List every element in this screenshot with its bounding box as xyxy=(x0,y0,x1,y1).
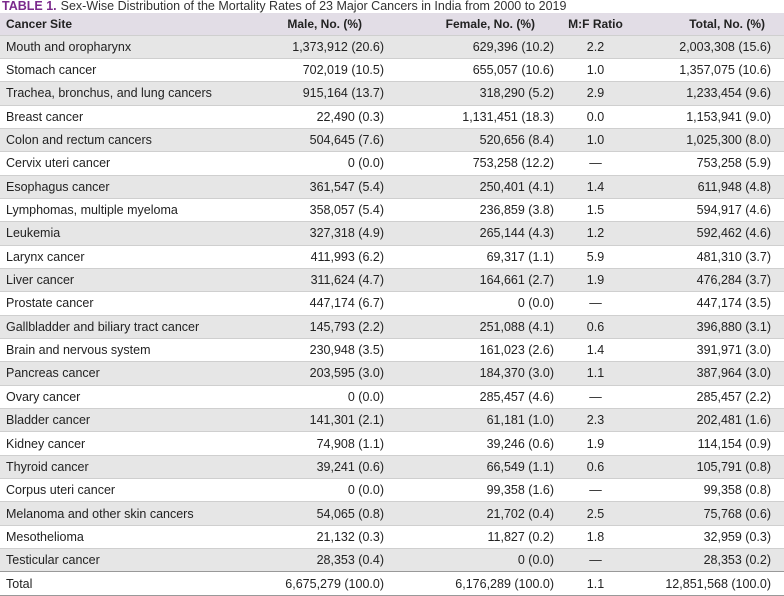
table-row xyxy=(0,58,784,81)
cell-female: 6,176,289 (100.0) xyxy=(455,576,554,591)
cell-mf-ratio: — xyxy=(589,553,602,568)
cell-female: 99,358 (1.6) xyxy=(486,483,554,498)
header-row xyxy=(0,13,784,35)
cell-female: 164,661 (2.7) xyxy=(479,273,554,288)
cell-cancer-site: Breast cancer xyxy=(6,109,84,124)
cell-female: 655,057 (10.6) xyxy=(472,63,554,78)
header-male: Male, No. (%) xyxy=(287,16,362,31)
cell-cancer-site: Larynx cancer xyxy=(6,249,85,264)
cell-cancer-site: Ovary cancer xyxy=(6,389,81,404)
cell-mf-ratio: 1.2 xyxy=(586,226,605,241)
cell-cancer-site: Corpus uteri cancer xyxy=(6,483,116,498)
table-row xyxy=(0,432,784,455)
cell-cancer-site: Melanoma and other skin cancers xyxy=(6,506,194,521)
table-row xyxy=(0,525,784,548)
cell-male: 1,373,912 (20.6) xyxy=(292,39,384,54)
table-row xyxy=(0,35,784,58)
cell-mf-ratio: 1.4 xyxy=(586,179,605,194)
cell-mf-ratio: 2.9 xyxy=(586,86,605,101)
cell-female: 629,396 (10.2) xyxy=(472,39,554,54)
cell-male: 0 (0.0) xyxy=(347,483,384,498)
table-row xyxy=(0,455,784,478)
cell-mf-ratio: 5.9 xyxy=(586,249,605,264)
cell-mf-ratio: 1.0 xyxy=(586,63,605,78)
cell-cancer-site: Thyroid cancer xyxy=(6,459,89,474)
cell-female: 161,023 (2.6) xyxy=(479,343,554,358)
cell-male: 358,057 (5.4) xyxy=(309,203,384,218)
table-row xyxy=(0,268,784,291)
table-row xyxy=(0,315,784,338)
cell-female: 39,246 (0.6) xyxy=(486,436,554,451)
cell-total: 114,154 (0.9) xyxy=(697,436,771,451)
cell-female: 0 (0.0) xyxy=(517,553,554,568)
cell-male: 504,645 (7.6) xyxy=(309,133,384,148)
cell-total: 2,003,308 (15.6) xyxy=(679,39,771,54)
cell-male: 6,675,279 (100.0) xyxy=(285,576,384,591)
cell-female: 251,088 (4.1) xyxy=(479,319,554,334)
header-cancer-site: Cancer Site xyxy=(6,16,73,31)
table-row xyxy=(0,385,784,408)
cell-mf-ratio: 1.4 xyxy=(586,343,605,358)
cell-mf-ratio: — xyxy=(589,483,602,498)
cell-cancer-site: Testicular cancer xyxy=(6,553,100,568)
cell-total: 387,964 (3.0) xyxy=(696,366,771,381)
cell-cancer-site: Liver cancer xyxy=(6,273,75,288)
cell-total: 32,959 (0.3) xyxy=(703,529,771,544)
cell-female: 236,859 (3.8) xyxy=(479,203,554,218)
table-row xyxy=(0,549,784,572)
cell-mf-ratio: 1.5 xyxy=(586,203,605,218)
table-row xyxy=(0,152,784,175)
cell-male: 311,624 (4.7) xyxy=(310,273,384,288)
cell-male: 0 (0.0) xyxy=(347,156,384,171)
cell-total: 592,462 (4.6) xyxy=(696,226,771,241)
cell-female: 69,317 (1.1) xyxy=(486,249,554,264)
cell-male: 21,132 (0.3) xyxy=(316,529,384,544)
cell-male: 327,318 (4.9) xyxy=(309,226,384,241)
cell-mf-ratio: 0.6 xyxy=(586,319,605,334)
table-row xyxy=(0,362,784,385)
cell-male: 145,793 (2.2) xyxy=(309,319,384,334)
cell-male: 361,547 (5.4) xyxy=(309,179,384,194)
cell-total: 396,880 (3.1) xyxy=(696,319,771,334)
cell-female: 11,827 (0.2) xyxy=(487,529,554,544)
cell-male: 22,490 (0.3) xyxy=(316,109,384,124)
cell-total: 1,357,075 (10.6) xyxy=(679,63,771,78)
table-label: TABLE 1. xyxy=(2,0,57,13)
cell-female: 61,181 (1.0) xyxy=(486,413,554,428)
table-row xyxy=(0,222,784,245)
mortality-table xyxy=(0,13,784,596)
cell-cancer-site: Total xyxy=(6,576,33,591)
table-row xyxy=(0,338,784,361)
cell-mf-ratio: — xyxy=(589,296,602,311)
cell-total: 202,481 (1.6) xyxy=(696,413,771,428)
cell-mf-ratio: 1.9 xyxy=(586,273,605,288)
cell-cancer-site: Pancreas cancer xyxy=(6,366,100,381)
table-caption xyxy=(0,0,784,13)
cell-total: 481,310 (3.7) xyxy=(696,249,771,264)
cell-total: 28,353 (0.2) xyxy=(703,553,771,568)
cell-male: 54,065 (0.8) xyxy=(316,506,384,521)
cell-total: 611,948 (4.8) xyxy=(697,179,771,194)
cell-total: 1,153,941 (9.0) xyxy=(686,109,771,124)
header-female: Female, No. (%) xyxy=(445,16,535,31)
cell-male: 447,174 (6.7) xyxy=(309,296,384,311)
cell-total: 99,358 (0.8) xyxy=(703,483,771,498)
cell-female: 0 (0.0) xyxy=(517,296,554,311)
cell-female: 520,656 (8.4) xyxy=(479,133,554,148)
cell-male: 915,164 (13.7) xyxy=(302,86,384,101)
cell-female: 1,131,451 (18.3) xyxy=(462,109,554,124)
cell-male: 0 (0.0) xyxy=(347,389,384,404)
cell-total: 447,174 (3.5) xyxy=(696,296,771,311)
cell-cancer-site: Colon and rectum cancers xyxy=(6,133,152,148)
cell-female: 21,702 (0.4) xyxy=(486,506,554,521)
header-mf-ratio: M:F Ratio xyxy=(568,16,623,31)
cell-total: 753,258 (5.9) xyxy=(696,156,771,171)
cell-mf-ratio: 1.9 xyxy=(586,436,605,451)
table-row xyxy=(0,292,784,315)
table-row xyxy=(0,105,784,128)
cell-cancer-site: Kidney cancer xyxy=(6,436,86,451)
cell-mf-ratio: 2.3 xyxy=(586,413,605,428)
cell-mf-ratio: 1.8 xyxy=(586,529,605,544)
cell-mf-ratio: 0.6 xyxy=(586,459,605,474)
cell-mf-ratio: — xyxy=(589,389,602,404)
cell-male: 230,948 (3.5) xyxy=(309,343,384,358)
cell-mf-ratio: 1.1 xyxy=(586,366,605,381)
cell-cancer-site: Esophagus cancer xyxy=(6,179,110,194)
cell-total: 12,851,568 (100.0) xyxy=(665,576,771,591)
cell-female: 753,258 (12.2) xyxy=(472,156,554,171)
cell-cancer-site: Brain and nervous system xyxy=(6,343,151,358)
cell-cancer-site: Cervix uteri cancer xyxy=(6,156,111,171)
cell-male: 39,241 (0.6) xyxy=(316,459,384,474)
table-row xyxy=(0,82,784,105)
table-row xyxy=(0,409,784,432)
cell-mf-ratio: — xyxy=(589,156,602,171)
cell-cancer-site: Mouth and oropharynx xyxy=(6,39,132,54)
cell-total: 1,233,454 (9.6) xyxy=(686,86,771,101)
cell-female: 265,144 (4.3) xyxy=(479,226,554,241)
cell-female: 318,290 (5.2) xyxy=(479,86,554,101)
cell-mf-ratio: 0.0 xyxy=(586,109,605,124)
cell-total: 105,791 (0.8) xyxy=(696,459,771,474)
cell-mf-ratio: 1.0 xyxy=(586,133,605,148)
cell-female: 66,549 (1.1) xyxy=(486,459,554,474)
table-body xyxy=(0,35,784,595)
cell-mf-ratio: 2.2 xyxy=(586,39,605,54)
cell-total: 285,457 (2.2) xyxy=(696,389,771,404)
cell-female: 184,370 (3.0) xyxy=(479,366,554,381)
cell-cancer-site: Mesothelioma xyxy=(6,529,84,544)
table-row xyxy=(0,128,784,151)
cell-male: 28,353 (0.4) xyxy=(316,553,384,568)
cell-cancer-site: Trachea, bronchus, and lung cancers xyxy=(6,86,212,101)
cell-male: 141,301 (2.1) xyxy=(309,413,384,428)
cell-mf-ratio: 2.5 xyxy=(586,506,605,521)
total-row xyxy=(0,572,784,595)
cell-total: 594,917 (4.6) xyxy=(696,203,771,218)
cell-total: 391,971 (3.0) xyxy=(696,343,771,358)
cell-cancer-site: Lymphomas, multiple myeloma xyxy=(6,203,178,218)
cell-total: 476,284 (3.7) xyxy=(696,273,771,288)
header-total: Total, No. (%) xyxy=(689,16,765,31)
table-row xyxy=(0,198,784,221)
table-row xyxy=(0,479,784,502)
cell-male: 411,993 (6.2) xyxy=(310,249,384,264)
cell-total: 1,025,300 (8.0) xyxy=(686,133,771,148)
cell-cancer-site: Bladder cancer xyxy=(6,413,91,428)
table-row xyxy=(0,502,784,525)
table-header xyxy=(0,13,784,35)
cell-mf-ratio: 1.1 xyxy=(586,576,605,591)
cell-cancer-site: Leukemia xyxy=(6,226,61,241)
cell-cancer-site: Gallbladder and biliary tract cancer xyxy=(6,319,200,334)
cell-male: 702,019 (10.5) xyxy=(302,63,384,78)
table-title: Sex-Wise Distribution of the Mortality Rates of 23 Major Cancers in India from 2000 to 2019 xyxy=(60,0,567,13)
cell-female: 285,457 (4.6) xyxy=(479,389,554,404)
cell-male: 74,908 (1.1) xyxy=(316,436,384,451)
cell-total: 75,768 (0.6) xyxy=(703,506,771,521)
cell-cancer-site: Stomach cancer xyxy=(6,63,97,78)
cell-male: 203,595 (3.0) xyxy=(309,366,384,381)
cell-female: 250,401 (4.1) xyxy=(479,179,554,194)
table-row xyxy=(0,175,784,198)
cell-cancer-site: Prostate cancer xyxy=(6,296,94,311)
table-row xyxy=(0,245,784,268)
